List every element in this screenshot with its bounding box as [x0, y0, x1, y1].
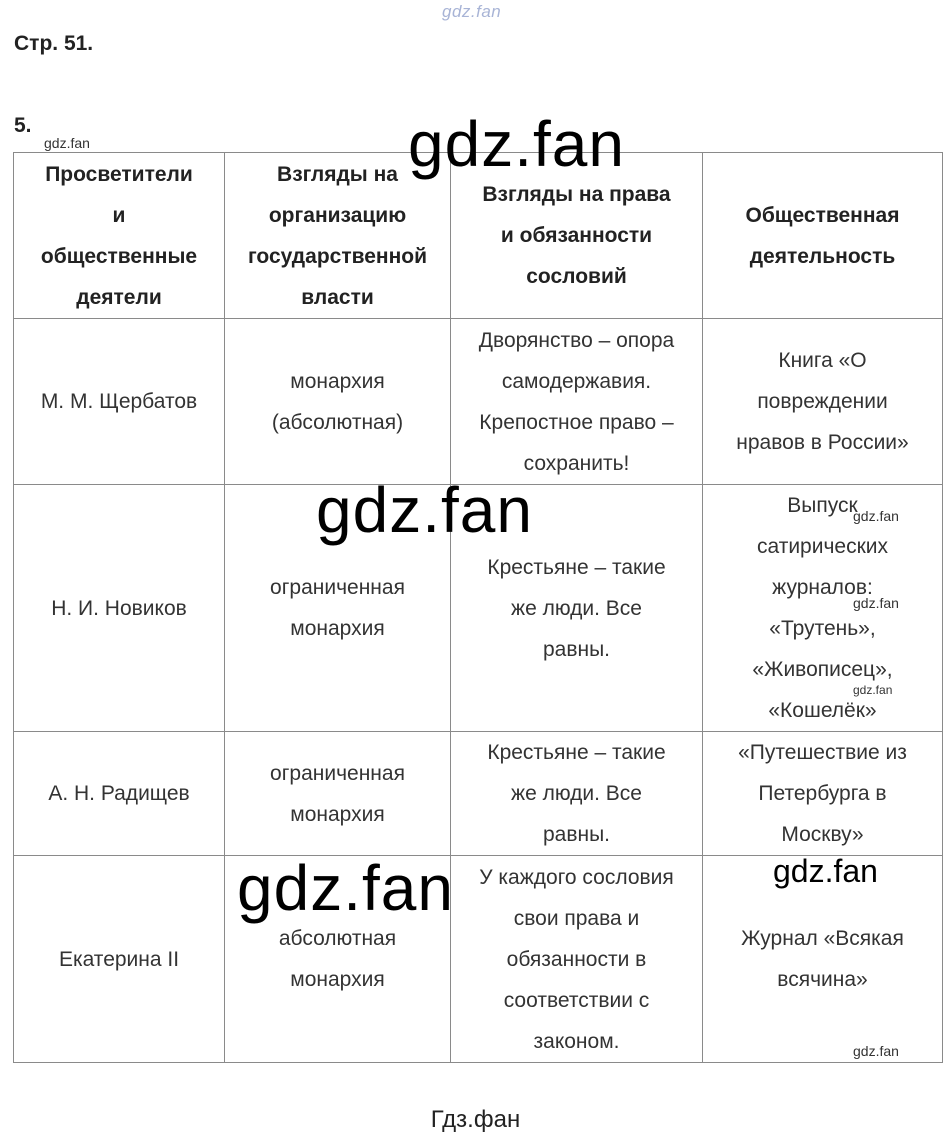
cell-government: ограниченная монархия: [225, 485, 451, 732]
cell-government: ограниченная монархия: [225, 732, 451, 856]
task-number: 5.: [14, 114, 32, 137]
cell-estates: Крестьяне – такие же люди. Все равны.: [451, 485, 703, 732]
watermark-cell-1: gdz.fan: [853, 508, 899, 524]
header-public-activity: Общественная деятельность: [703, 153, 943, 319]
cell-person: А. Н. Радищев: [14, 732, 225, 856]
table-row: [14, 732, 943, 856]
cell-estates: Дворянство – опора самодержавия. Крепостное право – сохранить!: [451, 319, 703, 485]
watermark-header-small: gdz.fan: [44, 135, 90, 151]
cell-person: Екатерина II: [14, 856, 225, 1063]
header-figures: Просветители и общественные деятели: [14, 153, 225, 319]
header-estate-views: Взгляды на права и обязанности сословий: [451, 153, 703, 319]
page-label: Стр. 51.: [14, 32, 94, 55]
cell-person: Н. И. Новиков: [14, 485, 225, 732]
watermark-big-middle: gdz.fan: [316, 474, 533, 546]
table-row: [14, 319, 943, 485]
watermark-big-bottom: gdz.fan: [237, 852, 454, 924]
top-watermark: gdz.fan: [442, 2, 502, 21]
cell-activity: «Путешествие из Петербурга в Москву»: [703, 732, 943, 856]
cell-person: М. М. Щербатов: [14, 319, 225, 485]
cell-activity: Журнал «Всякая всячина»: [703, 856, 943, 1063]
cell-activity: Книга «О повреждении нравов в России»: [703, 319, 943, 485]
cell-activity: Выпуск сатирических журналов: «Трутень», «Живописец», «Кошелёк»: [703, 485, 943, 732]
cell-estates: У каждого сословия свои права и обязанности в соответствии с законом.: [451, 856, 703, 1063]
cell-government: абсолютная монархия: [225, 856, 451, 1063]
enlighteners-table: [13, 152, 943, 1063]
cell-estates: Крестьяне – такие же люди. Все равны.: [451, 732, 703, 856]
watermark-big-top: gdz.fan: [408, 108, 625, 180]
footer-caption: Гдз.фан: [430, 1106, 521, 1133]
cell-government: монархия (абсолютная): [225, 319, 451, 485]
watermark-cell-2: gdz.fan: [853, 595, 899, 611]
header-government-views: Взгляды на организацию государственной власти: [225, 153, 451, 319]
watermark-cell-3: gdz.fan: [853, 683, 893, 697]
watermark-bottom-right: gdz.fan: [853, 1043, 899, 1059]
watermark-mid: gdz.fan: [773, 853, 878, 889]
